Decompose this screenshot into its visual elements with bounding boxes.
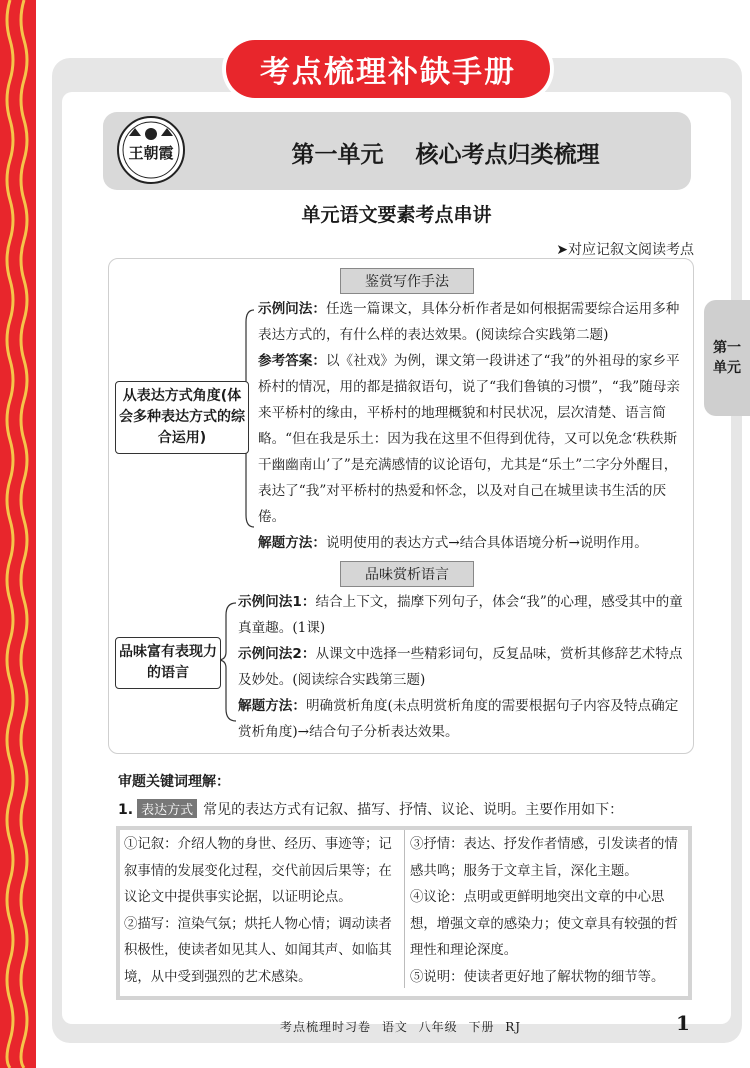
- table-left-cell: [124, 832, 398, 991]
- side-tab-line2: 单元: [713, 360, 741, 376]
- block1-content: [258, 296, 690, 556]
- section-title: 单元语文要素考点串讲: [301, 204, 492, 226]
- solution-method: 解题方法：说明使用的表达方式→结合具体语境分析→说明作用。: [258, 535, 648, 551]
- example-question: 示例问法：任选一篇课文，具体分析作者是如何根据需要综合运用多种表达方式的，有什么样的表达效果。(阅读综合实践第二题): [258, 301, 680, 343]
- section-reference: ➤对应记叙文阅读考点: [556, 242, 694, 258]
- table-entry: ④议论：点明或更鲜明地突出文章的中心思想，增强文章的感染力；使文章具有较强的哲理性和理论深度。: [410, 890, 678, 958]
- category-label-language: 品味富有表现力的语言: [115, 637, 221, 689]
- topic-tag-appreciation: 鉴赏写作手法: [340, 268, 474, 294]
- example-question-2: 示例问法2：从课文中选择一些精彩词句，反复品味，赏析其修辞艺术特点及妙处。(阅读综合实践第三题): [238, 646, 683, 688]
- side-tab-line1: 第一: [713, 340, 741, 356]
- keywords-title: 审题关键词理解：: [118, 774, 230, 790]
- solution-method-2: 解题方法：明确赏析角度(未点明赏析角度的需要根据句子内容及特点确定赏析角度)→结合句子分析表达效果。: [238, 698, 679, 740]
- block2-content: [238, 589, 690, 745]
- table-entry: ③抒情：表达、抒发作者情感，引发读者的情感共鸣；服务于文章主旨，深化主题。: [410, 837, 678, 879]
- page-number: 1: [676, 1011, 690, 1035]
- reference-answer: 参考答案：以《社戏》为例，课文第一段讲述了“我”的外祖母的家乡平桥村的情况，用的都是描叙语句，说了“我们鲁镇的习惯”，“我”随母亲来平桥村的缘由，平桥村的地理概貌和村民状况，层次清楚、语言简略。“但在我是乐土：因为我在这里不但得到优待，又可以免念‘秩秩斯干幽幽南山’了”是充满感情的议论语句，尤其是“乐土”二字分外醒目，表达了“我”对平桥村的热爱和怀念，以及对自己在城里读书生活的厌倦。: [258, 353, 681, 525]
- item-number: 1.: [118, 802, 134, 818]
- category-label-expression: 从表达方式角度(体会多种表达方式的综合运用): [115, 381, 249, 454]
- header-title: 考点梳理补缺手册: [226, 40, 550, 98]
- table-divider: [404, 830, 405, 988]
- keyword-text: 常见的表达方式有记叙、描写、抒情、议论、说明。主要作用如下：: [203, 802, 624, 818]
- unit-title: 第一单元 核心考点归类梳理: [291, 141, 600, 168]
- table-entry: ①记叙：介绍人物的身世、经历、事迹等；记叙事情的发展变化过程，交代前因后果等；在议论文中提供事实论据，以证明论点。: [124, 837, 392, 905]
- logo-text: 王朝霞: [128, 144, 174, 162]
- table-entry: ⑤说明：使读者更好地了解状物的细节等。: [410, 969, 665, 985]
- keyword-tag: 表达方式: [137, 799, 197, 818]
- topic-tag-language: 品味赏析语言: [340, 561, 474, 587]
- example-question-1: 示例问法1：结合上下文，揣摩下列句子，体会“我”的心理，感受其中的童真童趣。(1课): [238, 594, 683, 636]
- keywords-item: [118, 799, 698, 819]
- table-right-cell: [410, 832, 680, 991]
- table-entry: ②描写：渲染气氛；烘托人物心情；调动读者积极性，使读者如见其人、如闻其声、如临其境，从中受到强烈的艺术感染。: [124, 916, 392, 985]
- page-footer: 考点梳理时习卷 语文 八年级 下册 RJ: [280, 1020, 522, 1034]
